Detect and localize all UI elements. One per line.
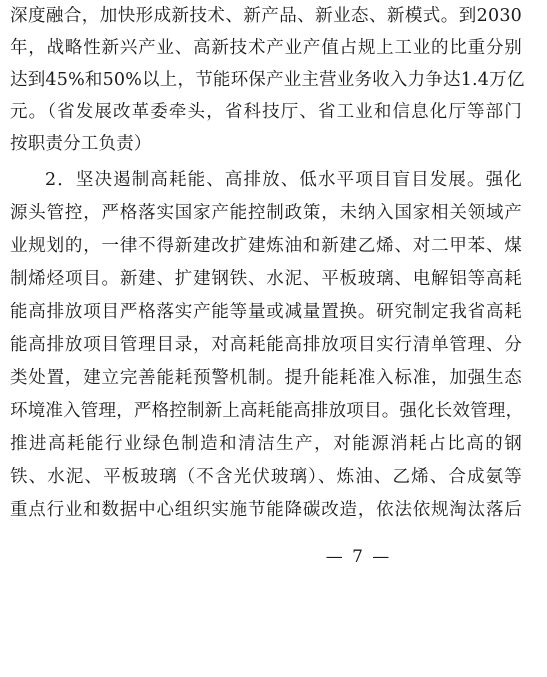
text-line: 重点行业和数据中心组织实施节能降碳改造，依法依规淘汰落后 [10,500,522,520]
text-line: 制烯烃项目。新建、扩建钢铁、水泥、平板玻璃、电解铝等高耗 [10,269,522,289]
section-heading-line: 2．坚决遏制高耗能、高排放、低水平项目盲目发展。强化 [45,170,522,190]
page-number: — 7 — [325,547,392,567]
text-line: 元。（省发展改革委牵头，省科技厅、省工业和信息化厅等部门 [10,102,522,122]
text-line: 铁、水泥、平板玻璃（不含光伏玻璃）、炼油、乙烯、合成氨等 [10,467,522,487]
text-line: 环境准入管理，严格控制新上高耗能高排放项目。强化长效管理， [10,401,524,421]
text-line: 能高排放项目管理目录，对高耗能高排放项目实行清单管理、分 [10,335,522,355]
text-line: 达到45%和50%以上，节能环保产业主营业务收入力争达1.4万亿 [10,70,525,90]
text-line: 深度融合，加快形成新技术、新产品、新业态、新模式。到2030 [10,6,522,26]
text-line: 业规划的，一律不得新建改扩建炼油和新建乙烯、对二甲苯、煤 [10,236,522,256]
text-line: 类处置，建立完善能耗预警机制。提升能耗准入标准，加强生态 [10,368,522,388]
text-line: 按职责分工负责） [10,134,152,154]
text-line: 源头管控，严格落实国家产能控制政策，未纳入国家相关领域产 [10,203,522,223]
text-line: 能高排放项目严格落实产能等量或减量置换。研究制定我省高耗 [10,302,522,322]
text-line: 年，战略性新兴产业、高新技术产业产值占规上工业的比重分别 [10,38,522,58]
text-line: 推进高耗能行业绿色制造和清洁生产，对能源消耗占比高的钢 [10,434,522,454]
